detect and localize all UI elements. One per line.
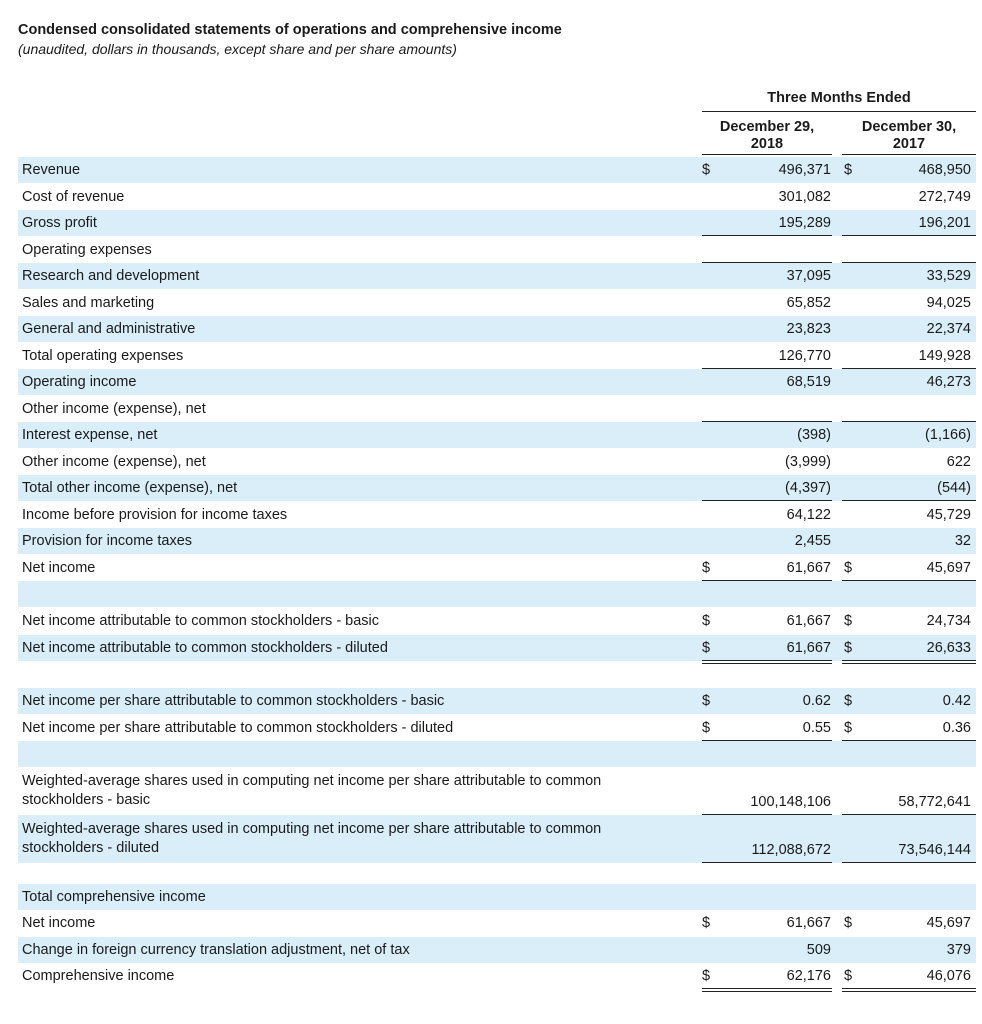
table-row	[0, 157, 982, 183]
currency-symbol: $	[702, 968, 711, 984]
row-label: Revenue	[22, 162, 81, 178]
value-2018: 2,455	[794, 533, 831, 549]
value-2017: 45,697	[926, 560, 971, 576]
table-row	[0, 635, 982, 661]
table-row	[0, 863, 982, 884]
value-2017: (1,166)	[925, 427, 971, 443]
value-2017: 26,633	[926, 640, 971, 656]
value-2017: 272,749	[918, 189, 971, 205]
table-row	[0, 910, 982, 936]
table-row	[0, 661, 982, 687]
row-label: Change in foreign currency translation adjustment, net of tax	[22, 942, 410, 958]
header-col-2018: December 29, 2018	[719, 119, 815, 152]
value-2018: 509	[806, 942, 831, 958]
row-label: Net income	[22, 915, 96, 931]
value-2017: 45,697	[926, 915, 971, 931]
row-label: General and administrative	[22, 321, 196, 337]
value-2017: 46,273	[926, 374, 971, 390]
table-row	[0, 815, 982, 863]
row-label: Net income attributable to common stockholders - basic	[22, 613, 380, 629]
row-label: Net income attributable to common stockholders - diluted	[22, 640, 388, 656]
table-row	[0, 715, 982, 741]
header-group-rule	[702, 111, 976, 112]
row-label: Operating income	[22, 374, 137, 390]
value-2017: 94,025	[926, 295, 971, 311]
table-row	[0, 502, 982, 528]
row-label: Net income per share attributable to common stockholders - basic	[22, 693, 445, 709]
value-2017: 149,928	[918, 348, 971, 364]
currency-symbol: $	[844, 915, 853, 931]
table-row	[0, 963, 982, 989]
table-row	[0, 369, 982, 395]
row-label: Interest expense, net	[22, 427, 158, 443]
value-2017: 73,546,144	[898, 842, 971, 858]
total-rule	[842, 991, 976, 992]
total-rule	[702, 988, 832, 989]
table-row	[0, 237, 982, 263]
header-col2-rule	[842, 154, 976, 155]
table-row	[0, 210, 982, 236]
value-2018: (4,397)	[785, 480, 831, 496]
row-label: Other income (expense), net	[22, 401, 206, 417]
value-2017: 468,950	[918, 162, 971, 178]
value-2018: 496,371	[778, 162, 831, 178]
currency-symbol: $	[702, 720, 711, 736]
table-row	[0, 688, 982, 714]
value-2018: 23,823	[786, 321, 831, 337]
total-rule	[702, 500, 832, 501]
value-2017: 0.42	[942, 693, 971, 709]
currency-symbol: $	[702, 162, 711, 178]
row-label: Total other income (expense), net	[22, 480, 238, 496]
table-row	[0, 555, 982, 581]
table-row	[0, 581, 982, 607]
value-2017: 33,529	[926, 268, 971, 284]
value-2018: 68,519	[786, 374, 831, 390]
table-row	[0, 608, 982, 634]
row-label: Operating expenses	[22, 242, 152, 258]
currency-symbol: $	[844, 693, 853, 709]
value-2017: 622	[946, 454, 971, 470]
row-label: Weighted-average shares used in computing net income per share attributable to common stockholders - basic	[22, 773, 602, 808]
currency-symbol: $	[844, 720, 853, 736]
value-2018: 126,770	[778, 348, 831, 364]
value-2018: 37,095	[786, 268, 831, 284]
currency-symbol: $	[844, 613, 853, 629]
header-col-2017: December 30, 2017	[861, 119, 957, 152]
table-row	[0, 422, 982, 448]
value-2018: 301,082	[778, 189, 831, 205]
row-label: Weighted-average shares used in computing net income per share attributable to common stockholders - diluted	[22, 821, 602, 856]
table-row	[0, 449, 982, 475]
value-2017: 379	[946, 942, 971, 958]
currency-symbol: $	[844, 560, 853, 576]
value-2018: 61,667	[786, 915, 831, 931]
value-2017: 24,734	[926, 613, 971, 629]
row-label: Sales and marketing	[22, 295, 155, 311]
row-label: Comprehensive income	[22, 968, 175, 984]
total-rule	[702, 991, 832, 992]
value-2017: 45,729	[926, 507, 971, 523]
value-2018: 100,148,106	[750, 794, 831, 810]
value-2018: (398)	[797, 427, 831, 443]
header-col1-rule	[702, 154, 832, 155]
row-label: Cost of revenue	[22, 189, 125, 205]
statement-subtitle: (unaudited, dollars in thousands, except share and per share amounts)	[18, 41, 457, 57]
table-row	[0, 343, 982, 369]
table-row	[0, 741, 982, 767]
currency-symbol: $	[702, 693, 711, 709]
value-2017: 196,201	[918, 215, 971, 231]
total-rule	[842, 988, 976, 989]
value-2017: 22,374	[926, 321, 971, 337]
table-row	[0, 316, 982, 342]
table-row	[0, 263, 982, 289]
row-label: Net income	[22, 560, 96, 576]
table-row	[0, 475, 982, 501]
currency-symbol: $	[702, 640, 711, 656]
value-2018: 61,667	[786, 560, 831, 576]
value-2018: 0.55	[802, 720, 831, 736]
row-label: Provision for income taxes	[22, 533, 193, 549]
value-2018: 0.62	[802, 693, 831, 709]
table-row	[0, 184, 982, 210]
row-label: Net income per share attributable to common stockholders - diluted	[22, 720, 454, 736]
table-row	[0, 396, 982, 422]
row-label: Income before provision for income taxes	[22, 507, 288, 523]
value-2017: (544)	[937, 480, 971, 496]
value-2017: 0.36	[942, 720, 971, 736]
table-row	[0, 884, 982, 910]
row-label: Total operating expenses	[22, 348, 184, 364]
value-2018: 64,122	[786, 507, 831, 523]
row-label: Other income (expense), net	[22, 454, 206, 470]
currency-symbol: $	[702, 560, 711, 576]
total-rule	[842, 235, 976, 236]
row-label: Research and development	[22, 268, 200, 284]
value-2018: 65,852	[786, 295, 831, 311]
statement-title: Condensed consolidated statements of operations and comprehensive income	[18, 22, 562, 38]
value-2018: 112,088,672	[751, 842, 831, 858]
value-2017: 46,076	[926, 968, 971, 984]
table-row	[0, 528, 982, 554]
row-label: Total comprehensive income	[22, 889, 206, 905]
currency-symbol: $	[844, 640, 853, 656]
currency-symbol: $	[844, 162, 853, 178]
currency-symbol: $	[702, 613, 711, 629]
value-2018: (3,999)	[785, 454, 831, 470]
table-row	[0, 290, 982, 316]
row-label: Gross profit	[22, 215, 97, 231]
value-2017: 58,772,641	[898, 794, 971, 810]
value-2018: 62,176	[786, 968, 831, 984]
header-three-months-ended: Three Months Ended	[767, 90, 911, 106]
total-rule	[842, 500, 976, 501]
currency-symbol: $	[702, 915, 711, 931]
value-2018: 61,667	[786, 613, 831, 629]
value-2018: 61,667	[786, 640, 831, 656]
table-row	[0, 937, 982, 963]
value-2018: 195,289	[778, 215, 831, 231]
table-row	[0, 767, 982, 815]
total-rule	[702, 235, 832, 236]
value-2017: 32	[954, 533, 971, 549]
currency-symbol: $	[844, 968, 853, 984]
